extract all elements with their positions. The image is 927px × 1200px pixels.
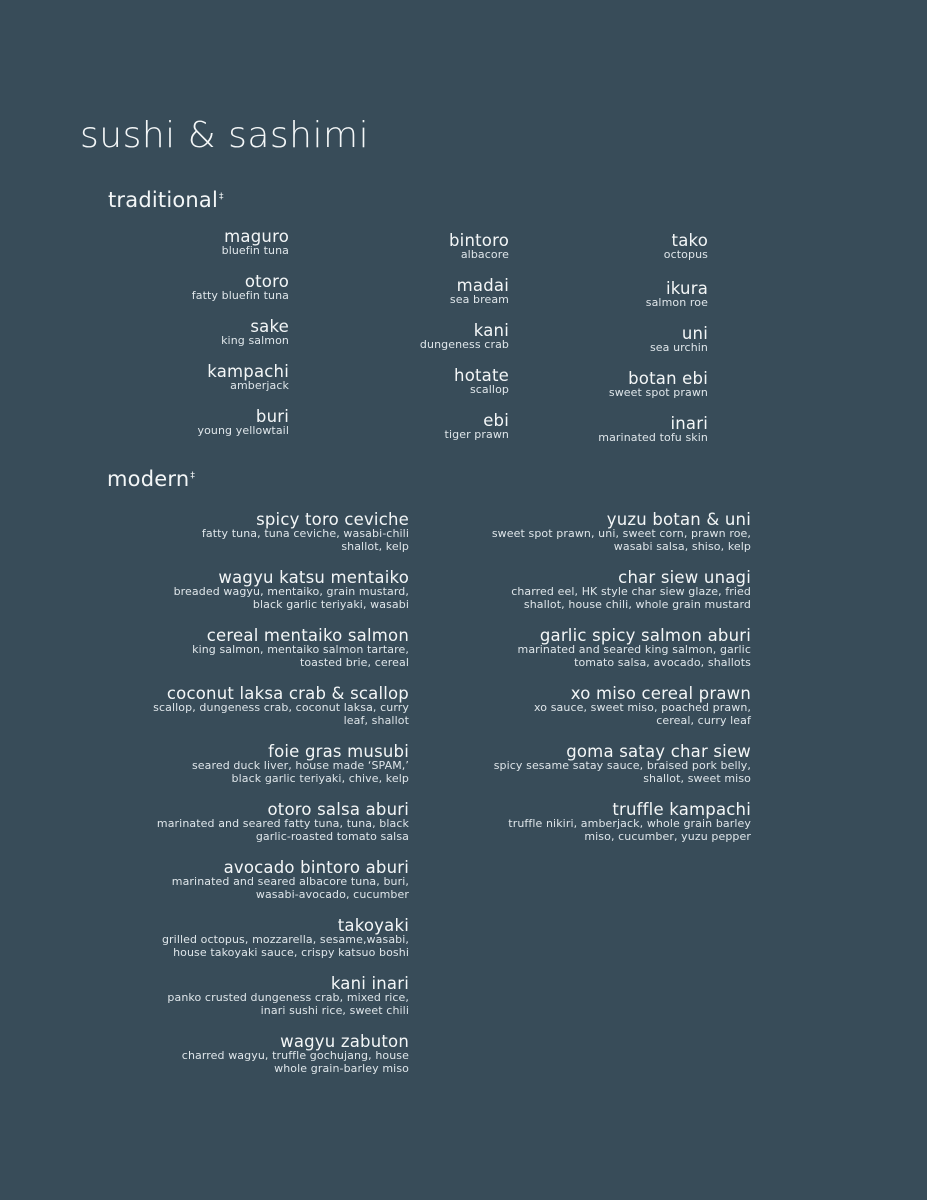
section-title-traditional-text: traditional xyxy=(108,188,219,212)
item-name: sake xyxy=(250,317,289,336)
item-desc-line: grilled octopus, mozzarella, sesame,wasabi, xyxy=(161,933,409,946)
item-desc-line: truffle nikiri, amberjack, whole grain barley xyxy=(508,817,751,830)
menu-item xyxy=(598,415,708,445)
footnote-mark: ‡ xyxy=(190,471,196,481)
item-desc-line: charred eel, HK style char siew glaze, fried xyxy=(511,585,751,598)
item-name: otoro salsa aburi xyxy=(267,800,409,819)
menu-item xyxy=(192,627,409,669)
menu-item xyxy=(202,511,409,553)
item-desc xyxy=(192,644,409,669)
item-desc: octopus xyxy=(663,248,708,261)
item-desc-line: cereal, curry leaf xyxy=(656,713,751,727)
item-desc-line: house takoyaki sauce, crispy katsuo boshi xyxy=(173,945,409,959)
item-desc xyxy=(492,528,751,553)
item-desc-line: wasabi-avocado, cucumber xyxy=(255,887,409,901)
item-desc xyxy=(202,528,409,553)
item-desc-line: panko crusted dungeness crab, mixed rice, xyxy=(167,991,409,1004)
menu-item xyxy=(207,363,289,393)
item-desc: scallop xyxy=(469,383,509,396)
item-desc xyxy=(167,992,409,1017)
item-desc-line: miso, cucumber, yuzu pepper xyxy=(584,829,751,843)
item-desc-line: shallot, house chili, whole grain mustard xyxy=(523,597,751,611)
item-name: inari xyxy=(670,414,708,433)
item-desc-line: black garlic teriyaki, chive, kelp xyxy=(231,771,409,785)
item-desc xyxy=(511,586,751,611)
menu-item xyxy=(449,232,509,262)
menu-item xyxy=(646,280,708,310)
menu-item xyxy=(157,801,409,843)
item-desc-line: xo sauce, sweet miso, poached prawn, xyxy=(534,701,751,714)
item-desc-line: marinated and seared king salmon, garlic xyxy=(517,643,751,656)
item-name: buri xyxy=(255,407,289,426)
menu-item xyxy=(534,685,751,727)
item-desc: dungeness crab xyxy=(419,338,509,351)
item-name: wagyu zabuton xyxy=(280,1032,409,1051)
item-desc: king salmon xyxy=(221,334,289,347)
item-desc-line: charred wagyu, truffle gochujang, house xyxy=(181,1049,409,1062)
item-desc-line: shallot, sweet miso xyxy=(643,771,751,785)
item-desc xyxy=(494,760,751,785)
section-title-modern xyxy=(107,469,195,490)
menu-item xyxy=(153,685,409,727)
menu-item xyxy=(197,408,289,438)
item-name: kani xyxy=(473,321,509,340)
item-desc xyxy=(153,702,409,727)
item-desc: sea bream xyxy=(449,293,509,306)
item-desc: marinated tofu skin xyxy=(598,431,708,444)
item-name: wagyu katsu mentaiko xyxy=(218,568,409,587)
item-desc-line: toasted brie, cereal xyxy=(299,655,409,669)
menu-item xyxy=(192,273,289,303)
item-name: kampachi xyxy=(207,362,289,381)
item-name: kani inari xyxy=(330,974,409,993)
menu-item xyxy=(508,801,751,843)
section-title-traditional xyxy=(108,190,224,211)
item-name: xo miso cereal prawn xyxy=(570,684,751,703)
item-desc xyxy=(192,760,409,785)
item-desc-line: shallot, kelp xyxy=(341,539,409,553)
item-desc-line: marinated and seared fatty tuna, tuna, black xyxy=(156,817,409,830)
menu-item xyxy=(494,743,751,785)
item-desc-line: leaf, shallot xyxy=(343,713,409,727)
item-desc xyxy=(174,586,409,611)
item-name: madai xyxy=(456,276,509,295)
item-name: goma satay char siew xyxy=(566,742,751,761)
item-desc xyxy=(182,1050,409,1075)
item-desc: bluefin tuna xyxy=(221,244,289,257)
item-desc-line: garlic-roasted tomato salsa xyxy=(255,829,409,843)
item-desc xyxy=(157,818,409,843)
item-desc-line: inari sushi rice, sweet chili xyxy=(260,1003,409,1017)
item-name: coconut laksa crab & scallop xyxy=(166,684,409,703)
item-name: uni xyxy=(681,324,708,343)
item-desc-line: scallop, dungeness crab, coconut laksa, curry xyxy=(153,701,409,714)
item-name: avocado bintoro aburi xyxy=(223,858,409,877)
item-desc-line: whole grain-barley miso xyxy=(274,1061,409,1075)
menu-item xyxy=(192,743,409,785)
item-name: yuzu botan & uni xyxy=(606,510,751,529)
item-name: ikura xyxy=(666,279,708,298)
menu-item xyxy=(172,859,409,901)
item-name: foie gras musubi xyxy=(268,742,409,761)
item-name: takoyaki xyxy=(337,916,409,935)
item-desc-line: tomato salsa, avocado, shallots xyxy=(574,655,751,669)
item-name: tako xyxy=(671,231,708,250)
item-desc-line: sweet spot prawn, uni, sweet corn, prawn roe, xyxy=(491,527,751,540)
menu-item xyxy=(445,412,509,442)
menu-item xyxy=(650,325,708,355)
item-name: botan ebi xyxy=(628,369,708,388)
item-desc: tiger prawn xyxy=(444,428,509,441)
item-desc xyxy=(534,702,751,727)
menu-item xyxy=(182,1033,409,1075)
footnote-mark: ‡ xyxy=(219,192,224,202)
menu-item xyxy=(492,511,751,553)
item-name: spicy toro ceviche xyxy=(256,510,409,529)
item-name: cereal mentaiko salmon xyxy=(206,626,409,645)
item-desc-line: breaded wagyu, mentaiko, grain mustard, xyxy=(173,585,409,598)
item-desc: sweet spot prawn xyxy=(608,386,708,399)
item-name: bintoro xyxy=(449,231,509,250)
item-desc xyxy=(172,876,409,901)
item-desc-line: spicy sesame satay sauce, braised pork belly, xyxy=(493,759,751,772)
menu-item xyxy=(162,917,409,959)
menu-item xyxy=(454,367,509,397)
menu-item xyxy=(511,569,751,611)
item-desc: young yellowtail xyxy=(197,424,289,437)
item-name: maguro xyxy=(224,227,289,246)
item-desc xyxy=(518,644,752,669)
item-desc-line: wasabi salsa, shiso, kelp xyxy=(613,539,751,553)
item-desc xyxy=(508,818,751,843)
menu-item xyxy=(609,370,708,400)
item-desc: amberjack xyxy=(230,379,289,392)
menu-item xyxy=(221,318,289,348)
menu-item xyxy=(222,228,289,258)
item-desc: fatty bluefin tuna xyxy=(191,289,289,302)
menu-item xyxy=(174,569,409,611)
item-desc xyxy=(162,934,409,959)
menu-item xyxy=(450,277,509,307)
item-desc-line: seared duck liver, house made ‘SPAM,’ xyxy=(191,759,409,772)
item-name: ebi xyxy=(483,411,509,430)
item-desc: salmon roe xyxy=(645,296,708,309)
item-desc: albacore xyxy=(460,248,509,261)
item-name: hotate xyxy=(454,366,509,385)
item-desc-line: fatty tuna, tuna ceviche, wasabi-chili xyxy=(201,527,409,540)
menu-item xyxy=(420,322,509,352)
menu-item xyxy=(518,627,752,669)
item-name: garlic spicy salmon aburi xyxy=(539,626,751,645)
item-name: otoro xyxy=(244,272,289,291)
item-desc-line: black garlic teriyaki, wasabi xyxy=(252,597,409,611)
section-title-modern-text: modern xyxy=(107,467,190,491)
menu-item xyxy=(167,975,409,1017)
item-name: truffle kampachi xyxy=(612,800,751,819)
item-desc: sea urchin xyxy=(649,341,708,354)
item-name: char siew unagi xyxy=(618,568,751,587)
item-desc-line: king salmon, mentaiko salmon tartare, xyxy=(192,643,409,656)
page-title: sushi & sashimi xyxy=(80,115,370,156)
menu-item xyxy=(664,232,708,262)
item-desc-line: marinated and seared albacore tuna, buri, xyxy=(171,875,409,888)
